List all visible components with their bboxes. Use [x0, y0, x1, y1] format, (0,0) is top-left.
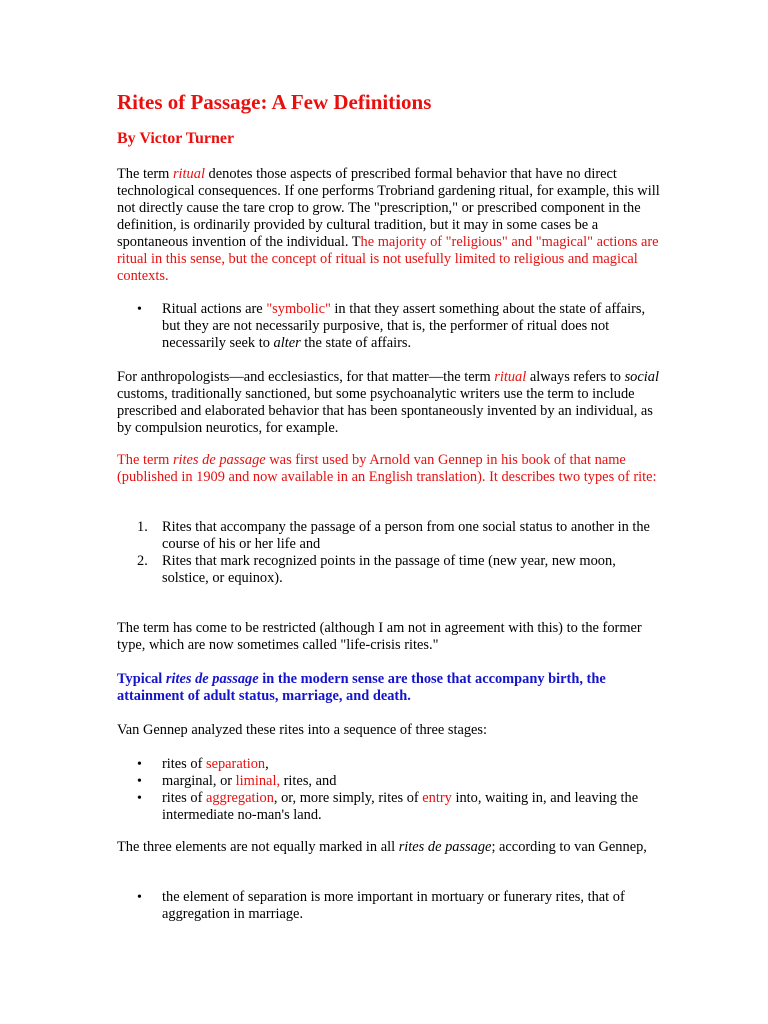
page-title: Rites of Passage: A Few Definitions [117, 90, 432, 114]
bullet-icon: • [137, 791, 142, 806]
list-item: • rites of aggregation, or, more simply, rites of entry into, waiting in, and leaving the intermediate no-man's land. [137, 790, 639, 823]
bullet-icon: • [137, 302, 142, 317]
author-byline: By Victor Turner [117, 130, 235, 147]
list-item: 2. Rites that mark recognized points in the passage of time (new year, new moon, solstice, or equinox). [137, 553, 616, 586]
list-item: • the element of separation is more important in mortuary or funerary rites, that of aggregation in marriage. [137, 889, 625, 922]
paragraph-elements-marked: The three elements are not equally marked in all rites de passage; according to van Gennep, [117, 839, 647, 855]
list-item: • rites of separation, [137, 756, 269, 772]
paragraph-ritual-definition: The term ritual denotes those aspects of prescribed formal behavior that have no direct technological consequences. If one performs Trobriand gardening ritual, for example, this will not directly cause the tare crop to grow. The "prescription," or prescribed component in the definition, is ordinarily provided by cultural tradition, but it may in some cases be a spontaneous invention of the individual. The majority of "religious" and "magical" actions are ritual in this sense, but the concept of ritual is not usefully limited to religious and magical contexts. [117, 166, 660, 284]
paragraph-anthropologists: For anthropologists—and ecclesiastics, for that matter—the term ritual always refers to social customs, traditionally sanctioned, but some psychoanalytic writers use the term to include prescribed and elaborated behavior that has been spontaneously invented by an individual, as by compulsion neurotics, for example. [117, 369, 659, 436]
list-item: • marginal, or liminal, rites, and [137, 773, 337, 789]
bullet-list-separation [117, 889, 662, 923]
list-item: 1. Rites that accompany the passage of a person from one social status to another in the course of his or her life and [137, 519, 650, 552]
paragraph-van-gennep: The term rites de passage was first used by Arnold van Gennep in his book of that name (published in 1909 and now available in an English translation). It describes two types of rite: [117, 452, 657, 485]
bullet-list-stages [117, 756, 662, 824]
paragraph-restricted-term: The term has come to be restricted (although I am not in agreement with this) to the former type, which are now sometimes called "life-crisis rites." [117, 620, 642, 653]
list-item: • Ritual actions are "symbolic" in that they assert something about the state of affairs, but they are not necessarily purposive, that is, the performer of ritual does not necessarily seek to alter the state of affairs. [137, 301, 646, 351]
numbered-list-rite-types [117, 519, 662, 587]
paragraph-typical-rites: Typical rites de passage in the modern sense are those that accompany birth, the attainment of adult status, marriage, and death. [117, 671, 606, 704]
paragraph-three-stages-intro: Van Gennep analyzed these rites into a sequence of three stages: [117, 722, 488, 738]
bullet-icon: • [137, 757, 142, 772]
bullet-list-symbolic [117, 301, 662, 352]
bullet-icon: • [137, 890, 142, 905]
bullet-icon: • [137, 774, 142, 789]
